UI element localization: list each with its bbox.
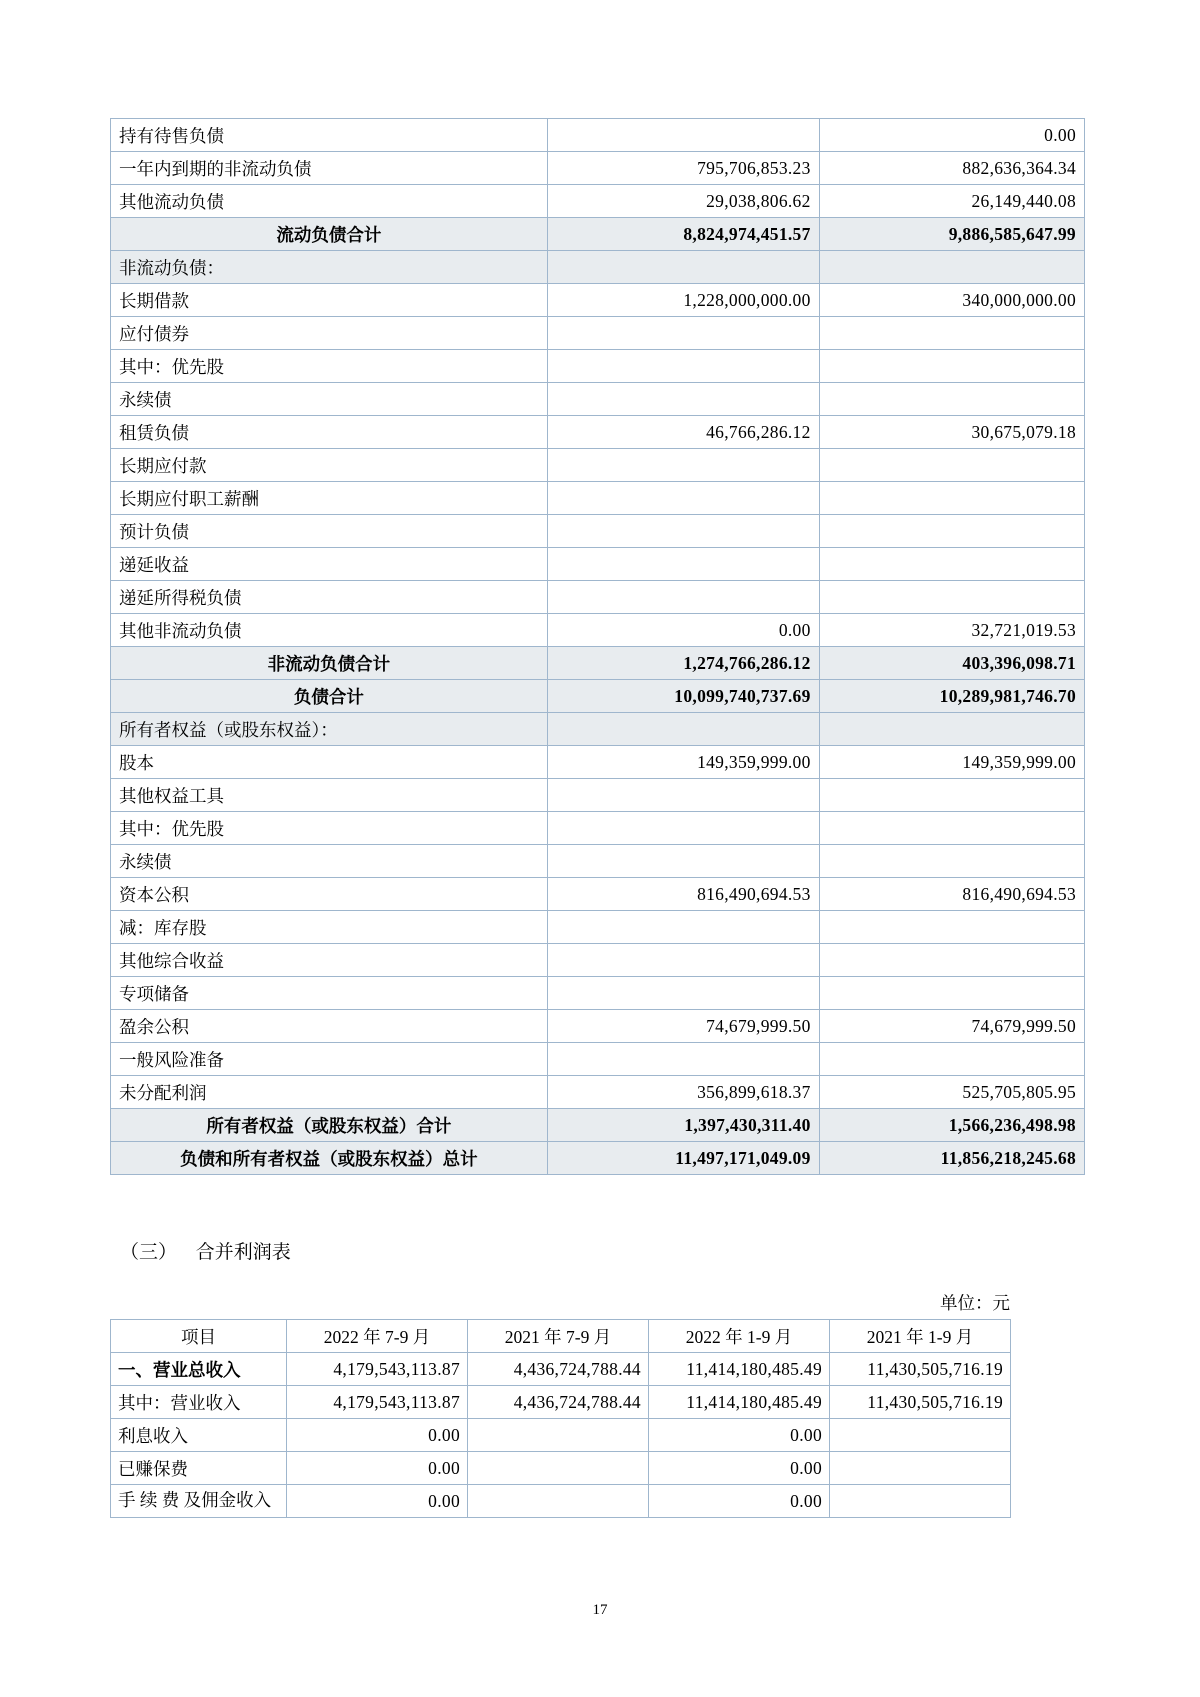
row-value-4 xyxy=(830,1485,1011,1518)
row-value-4 xyxy=(830,1419,1011,1452)
section-heading xyxy=(120,1237,1090,1264)
table-row xyxy=(111,284,1085,317)
row-value-2 xyxy=(819,812,1084,845)
row-value-3: 11,414,180,485.49 xyxy=(649,1386,830,1419)
row-value-1 xyxy=(547,812,819,845)
row-label: 流动负债合计 xyxy=(111,218,548,251)
row-label: 非流动负债： xyxy=(111,251,548,284)
row-value-1: 4,179,543,113.87 xyxy=(287,1353,468,1386)
table-row xyxy=(111,416,1085,449)
row-value-2 xyxy=(819,515,1084,548)
row-label: 其他非流动负债 xyxy=(111,614,548,647)
row-value-3: 0.00 xyxy=(649,1485,830,1518)
row-value-1: 0.00 xyxy=(547,614,819,647)
table-row xyxy=(111,251,1085,284)
row-value-2 xyxy=(468,1452,649,1485)
table-row xyxy=(111,317,1085,350)
table-row xyxy=(111,647,1085,680)
row-value-1: 74,679,999.50 xyxy=(547,1010,819,1043)
row-value-2: 149,359,999.00 xyxy=(819,746,1084,779)
row-value-2: 9,886,585,647.99 xyxy=(819,218,1084,251)
row-value-1: 795,706,853.23 xyxy=(547,152,819,185)
table-row xyxy=(111,581,1085,614)
row-label: 利息收入 xyxy=(111,1419,287,1452)
row-label: 应付债券 xyxy=(111,317,548,350)
column-header: 2021 年 1-9 月 xyxy=(830,1320,1011,1353)
table-row xyxy=(111,218,1085,251)
row-value-2 xyxy=(819,944,1084,977)
row-value-2: 1,566,236,498.98 xyxy=(819,1109,1084,1142)
table-row xyxy=(111,779,1085,812)
row-label: 长期应付职工薪酬 xyxy=(111,482,548,515)
table-row xyxy=(111,1386,1011,1419)
row-label: 已赚保费 xyxy=(111,1452,287,1485)
row-value-1: 1,274,766,286.12 xyxy=(547,647,819,680)
table-row xyxy=(111,1419,1011,1452)
row-value-2: 74,679,999.50 xyxy=(819,1010,1084,1043)
table-row xyxy=(111,812,1085,845)
row-value-1: 0.00 xyxy=(287,1452,468,1485)
row-label: 手 续 费 及佣金收入 xyxy=(111,1485,287,1518)
table-row xyxy=(111,1043,1085,1076)
table-row xyxy=(111,614,1085,647)
table-row xyxy=(111,1353,1011,1386)
row-label: 租赁负债 xyxy=(111,416,548,449)
row-value-2 xyxy=(819,350,1084,383)
row-label: 递延收益 xyxy=(111,548,548,581)
table-row xyxy=(111,977,1085,1010)
table-row xyxy=(111,482,1085,515)
row-label: 永续债 xyxy=(111,383,548,416)
income-statement-table xyxy=(110,1319,1011,1518)
row-value-1 xyxy=(547,350,819,383)
table-row xyxy=(111,713,1085,746)
row-value-1 xyxy=(547,449,819,482)
row-value-1: 149,359,999.00 xyxy=(547,746,819,779)
row-value-2 xyxy=(819,383,1084,416)
row-label: 减：库存股 xyxy=(111,911,548,944)
row-label: 负债合计 xyxy=(111,680,548,713)
row-value-1: 29,038,806.62 xyxy=(547,185,819,218)
row-value-3: 0.00 xyxy=(649,1419,830,1452)
row-value-2 xyxy=(819,1043,1084,1076)
row-label: 负债和所有者权益（或股东权益）总计 xyxy=(111,1142,548,1175)
row-value-2 xyxy=(819,911,1084,944)
row-label: 长期借款 xyxy=(111,284,548,317)
row-value-3: 11,414,180,485.49 xyxy=(649,1353,830,1386)
row-value-2 xyxy=(819,251,1084,284)
row-value-1 xyxy=(547,1043,819,1076)
row-value-2 xyxy=(468,1419,649,1452)
row-value-1: 1,397,430,311.40 xyxy=(547,1109,819,1142)
row-value-1 xyxy=(547,317,819,350)
row-label: 所有者权益（或股东权益）： xyxy=(111,713,548,746)
table-row xyxy=(111,1109,1085,1142)
row-value-1 xyxy=(547,119,819,152)
row-value-1 xyxy=(547,977,819,1010)
row-value-2: 32,721,019.53 xyxy=(819,614,1084,647)
row-value-2: 10,289,981,746.70 xyxy=(819,680,1084,713)
row-value-1: 11,497,171,049.09 xyxy=(547,1142,819,1175)
row-value-1 xyxy=(547,383,819,416)
row-value-2: 4,436,724,788.44 xyxy=(468,1353,649,1386)
row-value-2 xyxy=(819,845,1084,878)
row-value-1 xyxy=(547,713,819,746)
row-label: 其中：优先股 xyxy=(111,350,548,383)
row-label: 专项储备 xyxy=(111,977,548,1010)
row-label: 盈余公积 xyxy=(111,1010,548,1043)
row-value-4: 11,430,505,716.19 xyxy=(830,1386,1011,1419)
row-label: 其他综合收益 xyxy=(111,944,548,977)
column-header: 2022 年 7-9 月 xyxy=(287,1320,468,1353)
table-row xyxy=(111,515,1085,548)
column-header: 2022 年 1-9 月 xyxy=(649,1320,830,1353)
row-value-1 xyxy=(547,911,819,944)
table-header-row xyxy=(111,1320,1011,1353)
column-header: 项目 xyxy=(111,1320,287,1353)
table-row xyxy=(111,1452,1011,1485)
table-row xyxy=(111,911,1085,944)
table-row xyxy=(111,845,1085,878)
table-row xyxy=(111,449,1085,482)
row-label: 持有待售负债 xyxy=(111,119,548,152)
unit-note: 单位：元 xyxy=(940,1293,1010,1313)
row-value-2: 816,490,694.53 xyxy=(819,878,1084,911)
row-value-2: 882,636,364.34 xyxy=(819,152,1084,185)
row-label: 递延所得税负债 xyxy=(111,581,548,614)
row-value-2 xyxy=(819,449,1084,482)
row-value-1 xyxy=(547,779,819,812)
table-row xyxy=(111,152,1085,185)
row-label: 其他流动负债 xyxy=(111,185,548,218)
section-title-text: 合并利润表 xyxy=(195,1242,291,1263)
table-row xyxy=(111,1142,1085,1175)
page-number: 17 xyxy=(592,1602,608,1618)
row-value-2 xyxy=(819,977,1084,1010)
row-value-1 xyxy=(547,251,819,284)
row-value-2 xyxy=(468,1485,649,1518)
row-value-1: 0.00 xyxy=(287,1485,468,1518)
row-label: 预计负债 xyxy=(111,515,548,548)
row-value-2 xyxy=(819,548,1084,581)
row-value-1: 1,228,000,000.00 xyxy=(547,284,819,317)
row-label: 一、营业总收入 xyxy=(111,1353,287,1386)
row-value-2: 11,856,218,245.68 xyxy=(819,1142,1084,1175)
row-label: 长期应付款 xyxy=(111,449,548,482)
table-row xyxy=(111,350,1085,383)
row-value-3: 0.00 xyxy=(649,1452,830,1485)
row-label: 其中：优先股 xyxy=(111,812,548,845)
row-value-1: 8,824,974,451.57 xyxy=(547,218,819,251)
row-label: 一年内到期的非流动负债 xyxy=(111,152,548,185)
row-value-1: 46,766,286.12 xyxy=(547,416,819,449)
row-value-2 xyxy=(819,779,1084,812)
row-value-1: 10,099,740,737.69 xyxy=(547,680,819,713)
balance-sheet-table xyxy=(110,118,1085,1175)
row-value-1 xyxy=(547,581,819,614)
table-row xyxy=(111,944,1085,977)
row-value-2: 26,149,440.08 xyxy=(819,185,1084,218)
row-label: 所有者权益（或股东权益）合计 xyxy=(111,1109,548,1142)
row-label: 非流动负债合计 xyxy=(111,647,548,680)
row-value-2 xyxy=(819,317,1084,350)
table-row xyxy=(111,383,1085,416)
row-value-2: 30,675,079.18 xyxy=(819,416,1084,449)
row-value-2: 403,396,098.71 xyxy=(819,647,1084,680)
row-value-4: 11,430,505,716.19 xyxy=(830,1353,1011,1386)
row-value-2 xyxy=(819,713,1084,746)
row-value-1: 0.00 xyxy=(287,1419,468,1452)
table-row xyxy=(111,1076,1085,1109)
row-value-1: 4,179,543,113.87 xyxy=(287,1386,468,1419)
row-value-1 xyxy=(547,944,819,977)
row-value-2: 0.00 xyxy=(819,119,1084,152)
row-label: 其中：营业收入 xyxy=(111,1386,287,1419)
row-value-2 xyxy=(819,482,1084,515)
row-label: 其他权益工具 xyxy=(111,779,548,812)
table-row xyxy=(111,1010,1085,1043)
row-label: 永续债 xyxy=(111,845,548,878)
row-value-1 xyxy=(547,515,819,548)
row-value-1: 816,490,694.53 xyxy=(547,878,819,911)
column-header: 2021 年 7-9 月 xyxy=(468,1320,649,1353)
row-label: 股本 xyxy=(111,746,548,779)
table-row xyxy=(111,746,1085,779)
table-row xyxy=(111,878,1085,911)
row-value-1 xyxy=(547,482,819,515)
row-label: 未分配利润 xyxy=(111,1076,548,1109)
row-label: 资本公积 xyxy=(111,878,548,911)
row-value-1: 356,899,618.37 xyxy=(547,1076,819,1109)
row-label: 一般风险准备 xyxy=(111,1043,548,1076)
table-row xyxy=(111,119,1085,152)
row-value-4 xyxy=(830,1452,1011,1485)
row-value-1 xyxy=(547,548,819,581)
table-row xyxy=(111,548,1085,581)
table-row xyxy=(111,1485,1011,1518)
row-value-2: 4,436,724,788.44 xyxy=(468,1386,649,1419)
row-value-1 xyxy=(547,845,819,878)
row-value-2: 340,000,000.00 xyxy=(819,284,1084,317)
table-row xyxy=(111,680,1085,713)
section-number: （三） xyxy=(120,1242,178,1263)
table-row xyxy=(111,185,1085,218)
row-value-2: 525,705,805.95 xyxy=(819,1076,1084,1109)
row-value-2 xyxy=(819,581,1084,614)
